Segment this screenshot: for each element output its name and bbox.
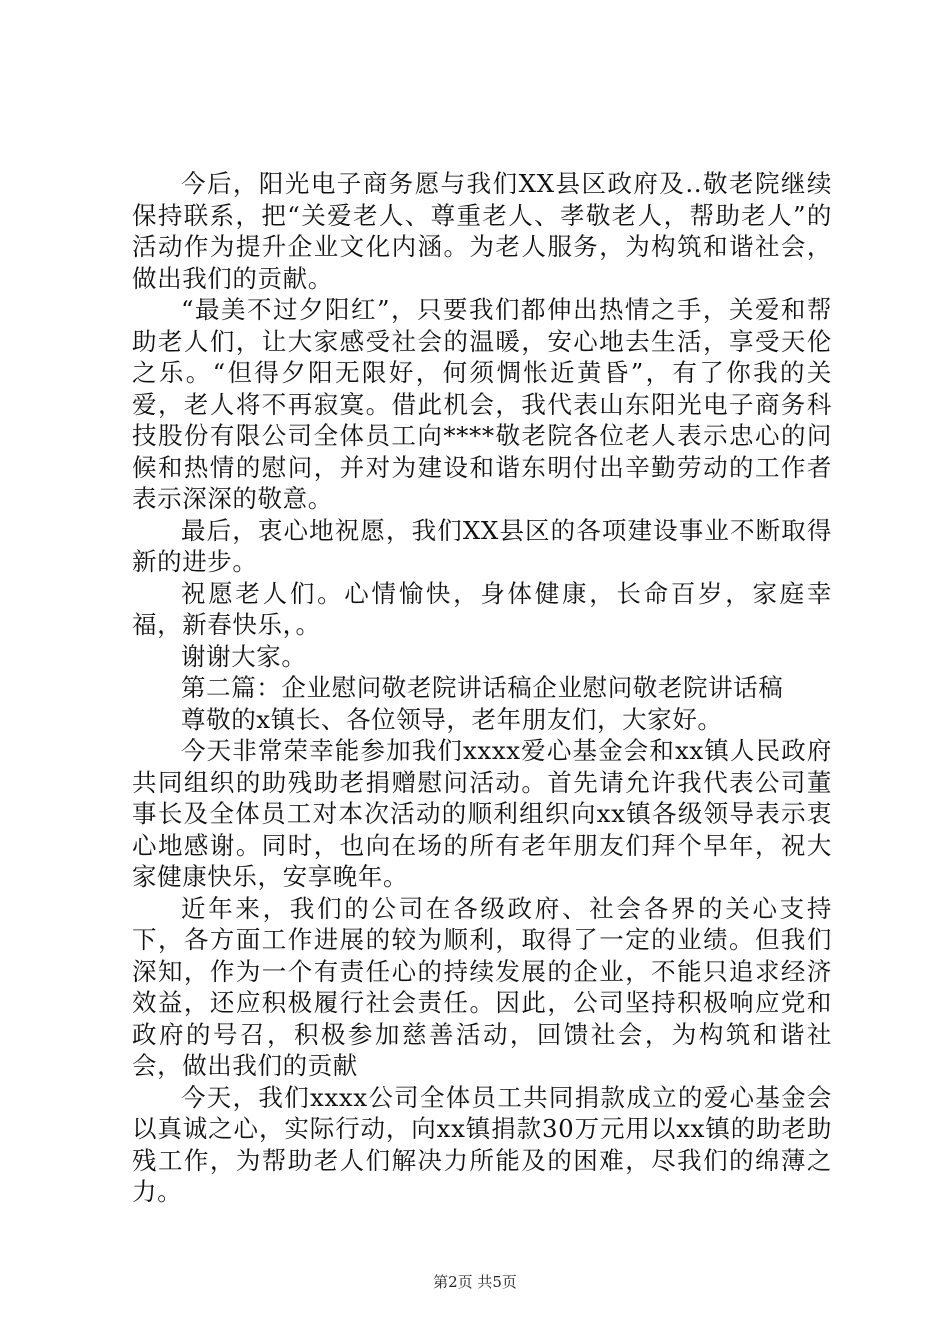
- salutation: 尊敬的x镇长、各位领导，老年朋友们，大家好。: [181, 704, 723, 734]
- document-body: [132, 168, 832, 1208]
- paragraph-5: 谢谢大家。: [181, 641, 307, 671]
- paragraph-4: 祝愿老人们。心情愉快，身体健康，长命百岁，家庭幸福，新春快乐，。: [132, 578, 832, 639]
- page-footer: 第2页 共5页: [433, 1273, 517, 1291]
- paragraph-7: 近年来，我们的公司在各级政府、社会各界的关心支持下，各方面工作进展的较为顺利，取得了一定的业绩。但我们深知，作为一个有责任心的持续发展的企业，不能只追求经济效益，还应积极履行社会责任。因此，公司坚持积极响应党和政府的号召，积极参加慈善活动，回馈社会，为构筑和谐社会，做出我们的贡献: [132, 893, 832, 1080]
- paragraph-2: “最美不过夕阳红”，只要我们都伸出热情之手，关爱和帮助老人们，让大家感受社会的温暖，安心地去生活，享受天伦之乐。“但得夕阳无限好，何须惆怅近黄昏”，有了你我的关爱，老人将不再寂寞。借此机会，我代表山东阳光电子商务科技股份有限公司全体员工向****敬老院各位老人表示忠心的问候和热情的慰问，并对为建设和谐东明付出辛勤劳动的工作者表示深深的敬意。: [132, 295, 832, 513]
- paragraph-3: 最后，衷心地祝愿，我们XX县区的各项建设事业不断取得新的进步。: [132, 515, 832, 576]
- paragraph-1: 今后，阳光电子商务愿与我们XX县区政府及..敬老院继续保持联系，把“关爱老人、尊重老人、孝敬老人，帮助老人”的活动作为提升企业文化内涵。为老人服务，为构筑和谐社会，做出我们的贡献。: [132, 169, 832, 293]
- section-heading: 第二篇：企业慰问敬老院讲话稿企业慰问敬老院讲话稿: [181, 673, 784, 702]
- paragraph-6: 今天非常荣幸能参加我们xxxx爱心基金会和xx镇人民政府共同组织的助残助老捐赠慰问活动。首先请允许我代表公司董事长及全体员工对本次活动的顺利组织向xx镇各级领导表示衷心地感谢。同时，也向在场的所有老年朋友们拜个早年，祝大家健康快乐，安享晚年。: [132, 736, 832, 891]
- paragraph-8: 今天，我们xxxx公司全体员工共同捐款成立的爱心基金会以真诚之心，实际行动，向xx镇捐款30万元用以xx镇的助老助残工作，为帮助老人们解决力所能及的困难，尽我们的绵薄之力。: [132, 1082, 832, 1206]
